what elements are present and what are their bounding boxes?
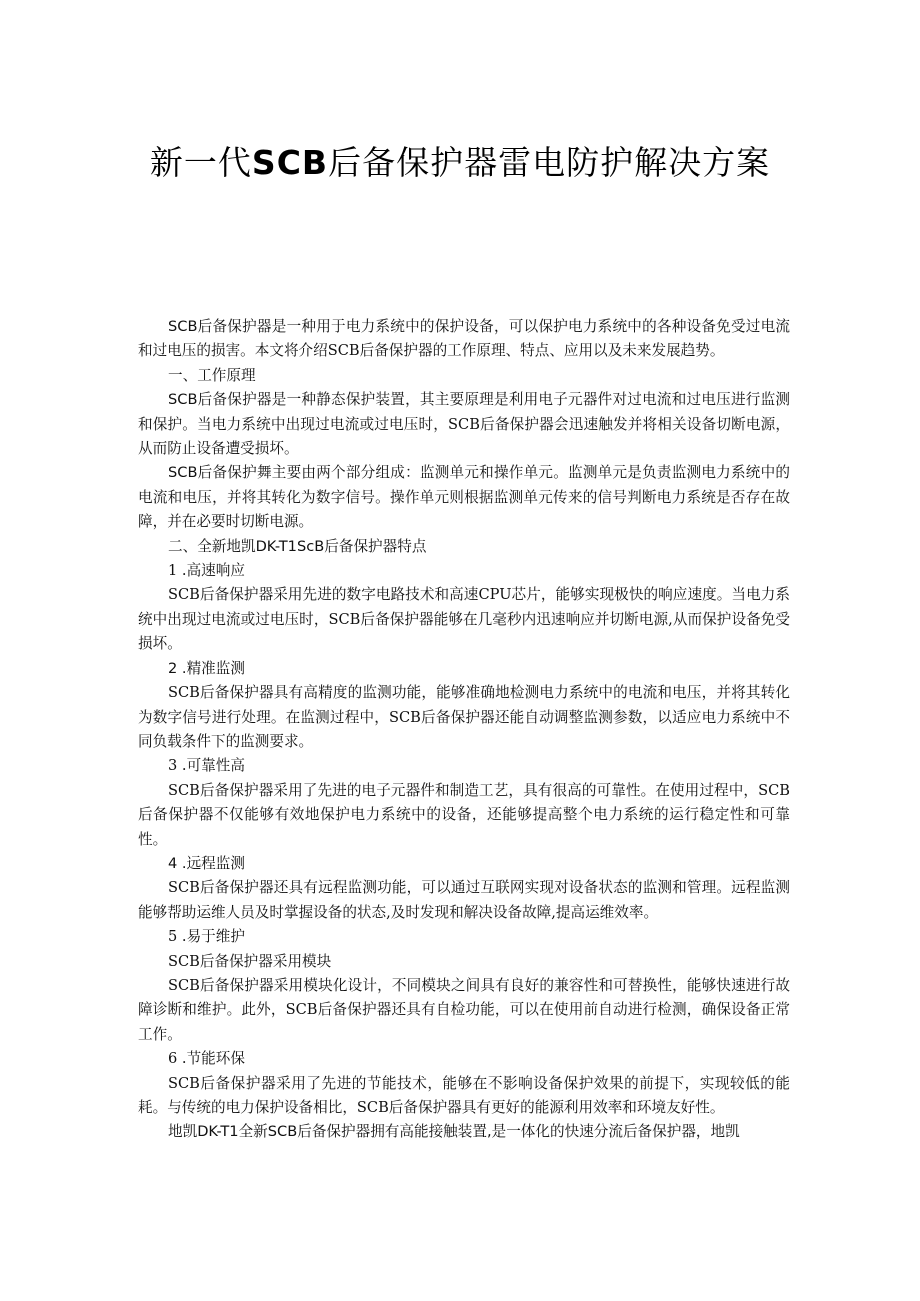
paragraph-lead: SCB后备保护器是 [168,391,287,409]
section-heading-principle: 一、工作原理 [168,366,256,384]
closing-paragraph: 地凯DK-T1全新SCB后备保护器拥有高能接触装置,是一体化的快速分流后备保护器，地凯 [168,1123,740,1141]
feature-paragraph-2: SCB后备保护器具有高精度的监测功能，能够准确地检测电力系统中的电流和电压，并将其转化为数字信号进行处理。在监测过程中，SCB后备保护器还能自动调整监测参数，以适应电力系统中不同负载条件下的监测要求。 [138,684,790,750]
feature-paragraph-5: SCB后备保护器采用模块化设计，不同模块之间具有良好的兼容性和可替换性，能够快速进行故障诊断和维护。此外，SCB后备保护器还具有自检功能，可以在使用前自动进行检测，确保设备正常工作。 [138,976,790,1043]
feature-heading-5: 5 .易于维护 [168,928,245,946]
section-heading-features: 二、全新地凯DK-T1ScB后备保护器特点 [168,537,427,555]
title-suffix: 后备保护器雷电防护解决方案 [328,143,771,182]
document-title [0,140,920,186]
principle-paragraph-1 [138,388,790,461]
title-prefix: 新一代 [149,143,252,182]
paragraph-text: 一种静态保护装置，其主要原理是利用电子元器件对过电流和过电压进行监测和保护。当电力系统中出现过电流或过电压时，SCB后备保护器会迅速触发并将相关设备切断电源，从而防止设备遭受损坏。 [138,391,790,458]
document-body [138,315,790,1145]
feature-paragraph-5-fragment: SCB后备保护器采用模块 [168,952,332,970]
feature-heading-4: 4 .远程监测 [168,854,245,872]
feature-heading-2: 2 .精准监测 [168,659,245,677]
paragraph-lead: SCB后备保护 [168,464,257,482]
paragraph-text: 舞主要由两个部分组成：监测单元和操作单元。监测单元是负责监测电力系统中的电流和电压，并将其转化为数字信号。操作单元则根据监测单元传来的信号判断电力系统是否存在故障，并在必要时切断电源。 [138,464,790,531]
feature-heading-1: 1 .高速响应 [168,562,245,580]
feature-paragraph-3: SCB后备保护器采用了先进的电子元器件和制造工艺，具有很高的可靠性。在使用过程中，SCB后备保护器不仅能够有效地保护电力系统中的设备，还能够提高整个电力系统的运行稳定性和可靠性。 [138,781,790,848]
intro-paragraph [138,315,790,364]
paragraph-lead: SCB后备保护器是 [168,318,287,335]
title-bold-scb: SCB [251,143,329,182]
feature-heading-6: 6 .节能环保 [168,1050,245,1068]
feature-paragraph-6: SCB后备保护器采用了先进的节能技术，能够在不影响设备保护效果的前提下，实现较低的能耗。与传统的电力保护设备相比，SCB后备保护器具有更好的能源利用效率和环境友好性。 [138,1074,790,1116]
paragraph-text: 一种用于电力系统中的保护设备，可以保护电力系统中的各种设备免受过电流和过电压的损害。本文将介绍SCB后备保护器的工作原理、特点、应用以及未来发展趋势。 [138,318,790,360]
principle-paragraph-2 [138,461,790,534]
feature-paragraph-1: SCB后备保护器采用先进的数字电路技术和高速CPU芯片，能够实现极快的响应速度。当电力系统中出现过电流或过电压时，SCB后备保护器能够在几毫秒内迅速响应并切断电源,从而保护设备免受损坏。 [138,586,790,653]
feature-paragraph-4: SCB后备保护器还具有远程监测功能，可以通过互联网实现对设备状态的监测和管理。远程监测能够帮助运维人员及时掌握设备的状态,及时发现和解决设备故障,提高运维效率。 [138,879,790,921]
feature-heading-3: 3 .可靠性高 [168,757,245,775]
